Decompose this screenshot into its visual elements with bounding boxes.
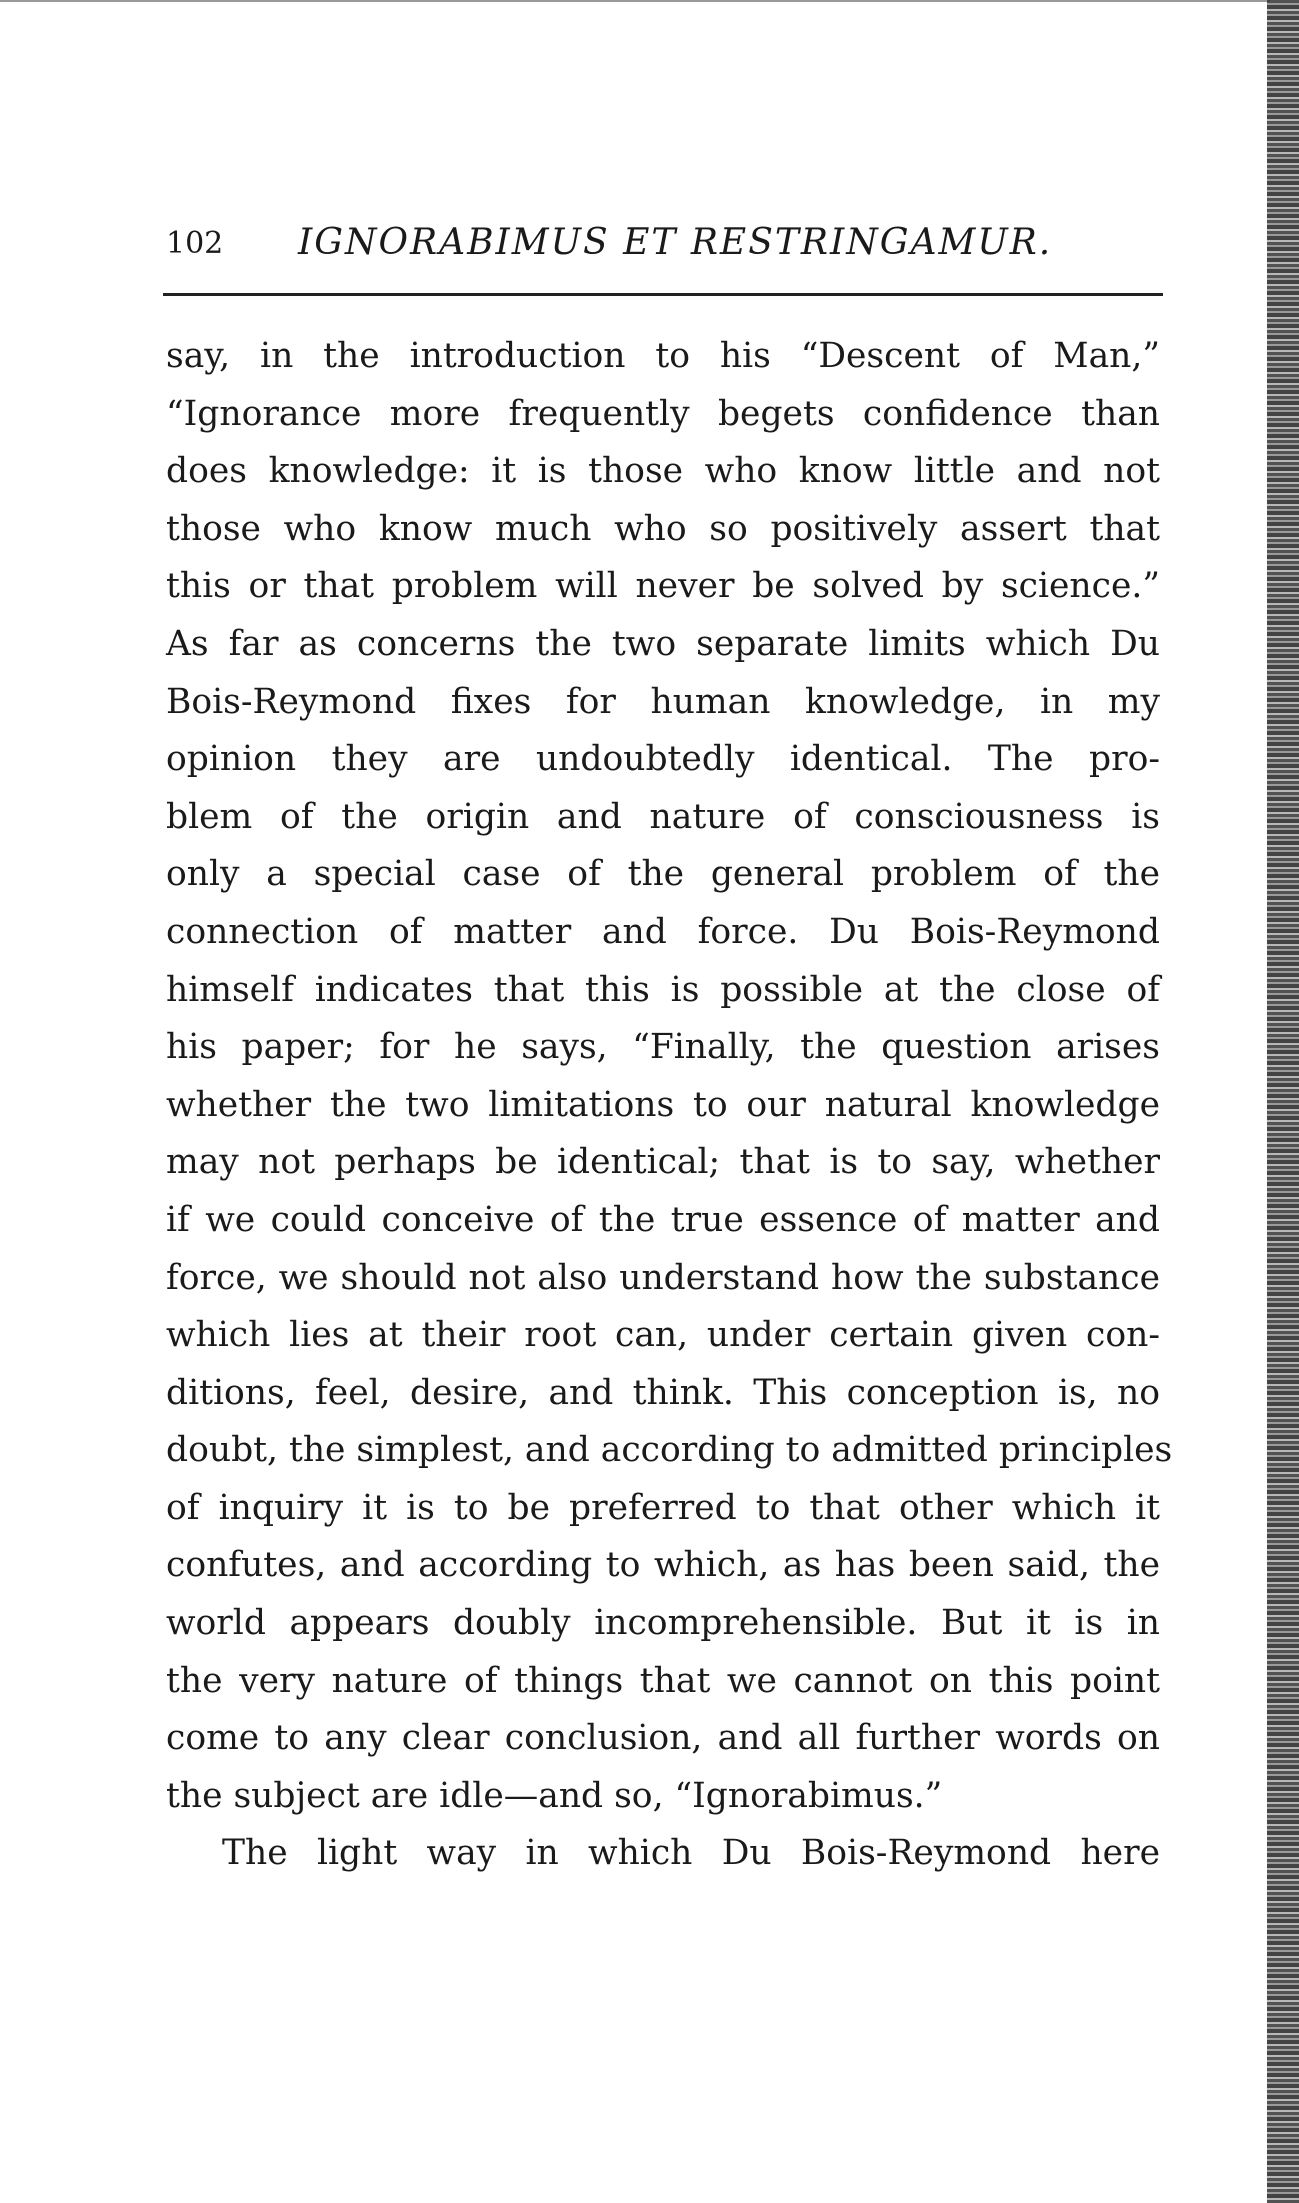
text-line: his paper; for he says, “Finally, the question arises xyxy=(166,1027,1160,1068)
text-line: Bois-Reymond fixes for human knowledge, in my xyxy=(166,681,1160,722)
text-line: only a special case of the general problem of the xyxy=(166,854,1160,895)
text-line: himself indicates that this is possible at the close of xyxy=(166,969,1160,1010)
text-line: if we could conceive of the true essence of matter and xyxy=(166,1199,1160,1240)
text-line: blem of the origin and nature of consciousness is xyxy=(166,796,1160,837)
body-text xyxy=(166,328,1173,1883)
text-line: the subject are idle—and so, “Ignorabimus.” xyxy=(166,1775,943,1816)
text-line: connection of matter and force. Du Bois-Reymond xyxy=(166,911,1160,952)
text-line: force, we should not also understand how the substance xyxy=(166,1257,1160,1298)
text-line: come to any clear conclusion, and all further words on xyxy=(166,1718,1160,1759)
scan-top-edge xyxy=(0,0,1270,2)
text-line: confutes, and according to which, as has been said, the xyxy=(166,1545,1160,1586)
text-line: The light way in which Du Bois-Reymond here xyxy=(222,1833,1160,1874)
text-line: which lies at their root can, under certain given con- xyxy=(166,1315,1160,1356)
text-line: of inquiry it is to be preferred to that other which it xyxy=(166,1487,1160,1528)
page-number: 102 xyxy=(166,226,224,261)
scan-page-edge xyxy=(1267,0,1299,2203)
text-line: ditions, feel, desire, and think. This conception is, no xyxy=(166,1372,1160,1413)
text-line: opinion they are undoubtedly identical. The pro- xyxy=(166,739,1160,780)
text-line: may not perhaps be identical; that is to say, whether xyxy=(166,1142,1160,1183)
text-line: this or that problem will never be solved by science.” xyxy=(166,566,1160,607)
text-line: As far as concerns the two separate limits which Du xyxy=(166,623,1160,664)
page-header xyxy=(158,222,1160,266)
text-line: say, in the introduction to his “Descent of Man,” xyxy=(166,336,1160,376)
text-line: those who know much who so positively assert that xyxy=(166,508,1160,549)
text-line: world appears doubly incomprehensible. But it is in xyxy=(166,1603,1160,1644)
header-rule xyxy=(163,293,1163,296)
text-line: whether the two limitations to our natural knowledge xyxy=(166,1084,1160,1125)
running-title: IGNORABIMUS ET RESTRINGAMUR. xyxy=(298,222,1053,263)
text-line: does knowledge: it is those who know little and not xyxy=(166,451,1160,492)
text-line: the very nature of things that we cannot on this point xyxy=(166,1660,1160,1701)
text-line: doubt, the simplest, and according to admitted principles xyxy=(166,1430,1173,1471)
text-line: “Ignorance more frequently begets confidence than xyxy=(166,393,1160,434)
